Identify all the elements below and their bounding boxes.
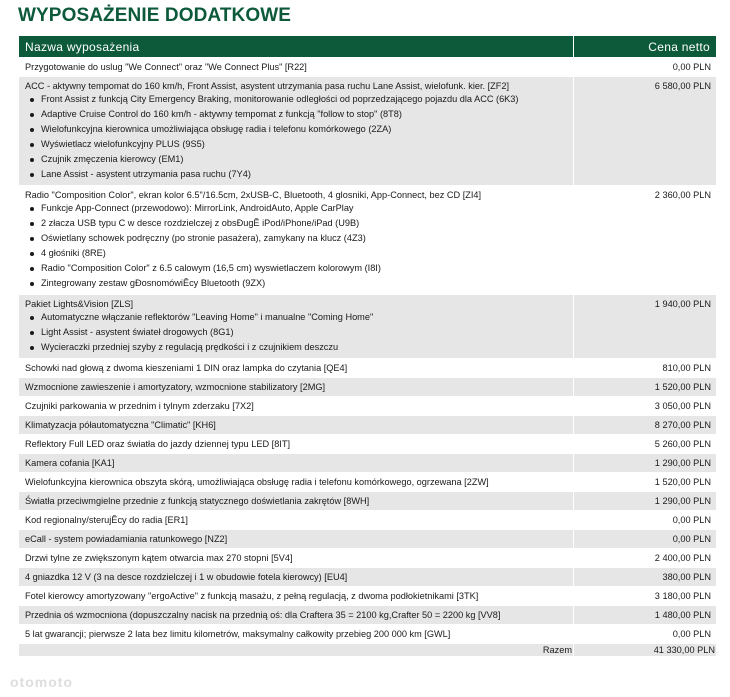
list-item: 2 złacza USB typu C w desce rozdzielczej z obsĐugĔ iPod/iPhone/iPad (U9B) (25, 216, 568, 231)
list-item: Front Assist z funkcją City Emergency Braking, monitorowanie odległości od poprzedzającego pojazdu dla ACC (6K3) (25, 92, 568, 107)
list-item: Czujnik zmęczenia kierowcy (EM1) (25, 152, 568, 167)
equipment-cell (19, 397, 574, 416)
table-row (19, 454, 717, 473)
list-item: Light Assist - asystent świateł drogowych (8G1) (25, 325, 568, 340)
equipment-price: 3 180,00 PLN (574, 587, 717, 606)
equipment-name: Kod regionalny/sterujĔcy do radia [ER1] (25, 515, 188, 525)
table-row (19, 58, 717, 77)
equipment-cell (19, 625, 574, 644)
equipment-price: 0,00 PLN (574, 625, 717, 644)
equipment-price: 1 520,00 PLN (574, 473, 717, 492)
equipment-price: 1 480,00 PLN (574, 606, 717, 625)
page-title: WYPOSAŻENIE DODATKOWE (18, 5, 292, 26)
list-item: Zintegrowany zestaw gĐosnomówiĔcy Bluetooth (9ZX) (25, 276, 568, 291)
list-item: Automatyczne włączanie reflektorów "Leaving Home" i manualne "Coming Home" (25, 310, 568, 325)
equipment-name: Drzwi tylne ze zwiększonym kątem otwarcia max 270 stopni [5V4] (25, 553, 293, 563)
table-row (19, 625, 717, 644)
equipment-name: Kamera cofania [KA1] (25, 458, 115, 468)
equipment-cell (19, 511, 574, 530)
list-item: 4 głośniki (8RE) (25, 246, 568, 261)
list-item: Lane Assist - asystent utrzymania pasa ruchu (7Y4) (25, 167, 568, 182)
equipment-name: Przednia oś wzmocniona (dopuszczalny nacisk na przednią oś: dla Craftera 35 = 2100 kg,Crafter 50 = 2200 kg [VV8] (25, 610, 501, 620)
equipment-name: Fotel kierowcy amortyzowany "ergoActive" z funkcją masażu, z pełną regulacją, z dwoma podłokietnikami [3TK] (25, 591, 479, 601)
total-label: Razem (19, 644, 574, 657)
equipment-price: 2 360,00 PLN (574, 186, 717, 295)
table-row (19, 473, 717, 492)
table-row (19, 492, 717, 511)
equipment-cell (19, 295, 574, 359)
equipment-price: 0,00 PLN (574, 530, 717, 549)
list-item: Oświetlany schowek podręczny (po stronie pasażera), zamykany na klucz (4Z3) (25, 231, 568, 246)
equipment-cell (19, 606, 574, 625)
equipment-name: Wzmocnione zawieszenie i amortyzatory, wzmocnione stabilizatory [2MG] (25, 382, 326, 392)
table-row (19, 530, 717, 549)
equipment-cell (19, 473, 574, 492)
equipment-cell (19, 568, 574, 587)
equipment-price: 3 050,00 PLN (574, 397, 717, 416)
table-row (19, 186, 717, 295)
equipment-cell (19, 530, 574, 549)
equipment-cell (19, 58, 574, 77)
equipment-price: 0,00 PLN (574, 511, 717, 530)
equipment-price: 0,00 PLN (574, 58, 717, 77)
equipment-name: Przygotowanie do uslug "We Connect" oraz "We Connect Plus" [R22] (25, 62, 307, 72)
equipment-cell (19, 492, 574, 511)
equipment-cell (19, 378, 574, 397)
table-row (19, 435, 717, 454)
equipment-table (18, 35, 717, 657)
equipment-name: Klimatyzacja półautomatyczna "Climatic" [KH6] (25, 420, 216, 430)
equipment-name: Pakiet Lights&Vision [ZLS] (25, 299, 134, 309)
equipment-price: 6 580,00 PLN (574, 77, 717, 186)
equipment-cell (19, 416, 574, 435)
equipment-price: 810,00 PLN (574, 359, 717, 378)
equipment-price: 8 270,00 PLN (574, 416, 717, 435)
column-header-name: Nazwa wyposażenia (19, 36, 574, 58)
list-item: Wyświetlacz wielofunkcyjny PLUS (9S5) (25, 137, 568, 152)
equipment-price: 2 400,00 PLN (574, 549, 717, 568)
equipment-name: Schowki nad głową z dwoma kieszeniami 1 DIN oraz lampka do czytania [QE4] (25, 363, 348, 373)
equipment-name: Wielofunkcyjna kierownica obszyta skórą, umożliwiająca obsługę radia i telefonu komórkowego, ogrzewana [2ZW] (25, 477, 489, 487)
table-row (19, 77, 717, 186)
table-row (19, 359, 717, 378)
equipment-subitems (25, 310, 568, 355)
equipment-subitems (25, 201, 568, 291)
equipment-rows (19, 58, 717, 644)
table-row (19, 295, 717, 359)
table-row (19, 397, 717, 416)
table-row (19, 378, 717, 397)
equipment-price: 380,00 PLN (574, 568, 717, 587)
equipment-cell (19, 435, 574, 454)
watermark-logo: otomoto (10, 674, 73, 690)
equipment-cell (19, 186, 574, 295)
equipment-cell (19, 587, 574, 606)
equipment-cell (19, 359, 574, 378)
equipment-name: ACC - aktywny tempomat do 160 km/h, Front Assist, asystent utrzymania pasa ruchu Lane Assist, wielofunk. kier. [ZF2] (25, 81, 510, 91)
list-item: Wycieraczki przedniej szyby z regulacją prędkości i z czujnikiem deszczu (25, 340, 568, 355)
equipment-name: Światła przeciwmgielne przednie z funkcją statycznego doświetlania zakrętów [8WH] (25, 496, 370, 506)
total-value: 41 330,00 PLN (574, 644, 717, 657)
equipment-name: eCall - system powiadamiania ratunkowego [NZ2] (25, 534, 228, 544)
table-row (19, 549, 717, 568)
equipment-name: Reflektory Full LED oraz światła do jazdy dziennej typu LED [8IT] (25, 439, 291, 449)
table-row (19, 606, 717, 625)
equipment-cell (19, 549, 574, 568)
equipment-price: 1 290,00 PLN (574, 492, 717, 511)
table-row (19, 416, 717, 435)
equipment-price: 5 260,00 PLN (574, 435, 717, 454)
equipment-subitems (25, 92, 568, 182)
equipment-name: Czujniki parkowania w przednim i tylnym zderzaku [7X2] (25, 401, 254, 411)
equipment-cell (19, 77, 574, 186)
equipment-name: 5 lat gwarancji; pierwsze 2 lata bez limitu kilometrów, maksymalny całkowity przebieg 200 000 km [GWL] (25, 629, 451, 639)
table-row (19, 511, 717, 530)
table-header-row (19, 36, 717, 58)
list-item: Radio "Composition Color" z 6.5 calowym (16,5 cm) wyswietlaczem kolorowym (I8I) (25, 261, 568, 276)
equipment-name: Radio "Composition Color", ekran kolor 6.5"/16.5cm, 2xUSB-C, Bluetooth, 4 glosniki, App-Connect, bez CD [ZI4] (25, 190, 482, 200)
total-row (19, 644, 717, 657)
equipment-name: 4 gniazdka 12 V (3 na desce rozdzielczej i 1 w obudowie fotela kierowcy) [EU4] (25, 572, 348, 582)
equipment-price: 1 940,00 PLN (574, 295, 717, 359)
table-row (19, 568, 717, 587)
equipment-cell (19, 454, 574, 473)
column-header-price: Cena netto (574, 36, 717, 58)
list-item: Funkcje App-Connect (przewodowo): MirrorLink, AndroidAuto, Apple CarPlay (25, 201, 568, 216)
equipment-price: 1 520,00 PLN (574, 378, 717, 397)
table-row (19, 587, 717, 606)
list-item: Wielofunkcyjna kierownica umożliwiająca obsługę radia i telefonu komórkowego (2ZA) (25, 122, 568, 137)
equipment-price: 1 290,00 PLN (574, 454, 717, 473)
list-item: Adaptive Cruise Control do 160 km/h - aktywny tempomat z funkcją "follow to stop" (8T8) (25, 107, 568, 122)
